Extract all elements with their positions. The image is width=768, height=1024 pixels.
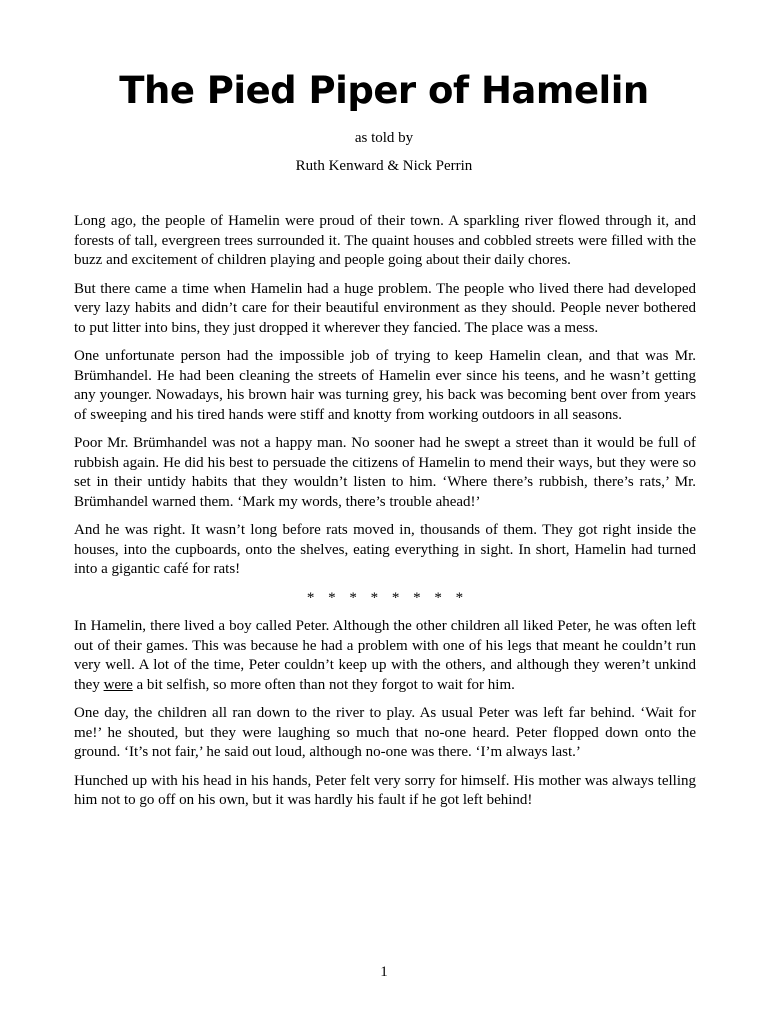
page-number: 1 xyxy=(380,964,388,980)
paragraph: One day, the children all ran down to the river to play. As usual Peter was left far behind. ‘Wait for me!’ he shouted, but they were laughing so much that no-one heard. Peter flopped down onto the ground. ‘It’s not fair,’ he said out loud, although no-one was there. ‘I’m always last.’ xyxy=(74,705,696,760)
paragraph: And he was right. It wasn’t long before rats moved in, thousands of them. They got right inside the houses, into the cupboards, onto the shelves, eating everything in sight. In short, Hamelin had turned into a gigantic café for rats! xyxy=(74,522,696,577)
paragraph: Hunched up with his head in his hands, Peter felt very sorry for himself. His mother was always telling him not to go off on his own, but it was hardly his fault if he got left behind! xyxy=(74,772,696,808)
paragraph: But there came a time when Hamelin had a huge problem. The people who lived there had developed very lazy habits and didn’t care for their beautiful environment as they should. People never bothered to put litter into bins, they just dropped it wherever they fancied. The place was a mess. xyxy=(74,280,696,336)
paragraph: One unfortunate person had the impossible job of trying to keep Hamelin clean, and that was Mr. Brümhandel. He had been cleaning the streets of Hamelin ever since his teens, and he wasn’t getting any younger. Nowadays, his brown hair was turning grey, his back was becoming bent over from years of sweeping and his tired hands were stiff and knotty from working outdoors in all seasons. xyxy=(74,348,696,423)
paragraph xyxy=(74,617,696,695)
section-break: * * * * * * * * xyxy=(306,589,464,606)
told-by-line: as told by xyxy=(354,130,414,146)
paragraph-text: In Hamelin, there lived a boy called Peter. Although the other children all liked Peter, he was often left out of their games. This was because he had a problem with one of his legs that meant he couldn’t run very well. A lot of the time, Peter couldn’t keep up with the others, and although they weren’t unkind they xyxy=(74,618,696,693)
page-title: The Pied Piper of Hamelin xyxy=(119,69,649,112)
story-body xyxy=(74,212,696,820)
underlined-word: were xyxy=(103,676,133,693)
paragraph: Poor Mr. Brümhandel was not a happy man. No sooner had he swept a street than it would be full of rubbish again. He did his best to persuade the citizens of Hamelin to mend their ways, but they were so set in their untidy habits that they wouldn’t listen to him. ‘Where there’s rubbish, there’s rats,’ Mr. Brümhandel warned them. ‘Mark my words, there’s trouble ahead!’ xyxy=(74,435,696,510)
paragraph: Long ago, the people of Hamelin were proud of their town. A sparkling river flowed through it, and forests of tall, evergreen trees surrounded it. The quaint houses and cobbled streets were filled with the buzz and excitement of children playing and people going about their daily chores. xyxy=(74,213,696,268)
paragraph-text: a bit selfish, so more often than not they forgot to wait for him. xyxy=(132,676,515,693)
authors-line: Ruth Kenward & Nick Perrin xyxy=(295,158,473,174)
